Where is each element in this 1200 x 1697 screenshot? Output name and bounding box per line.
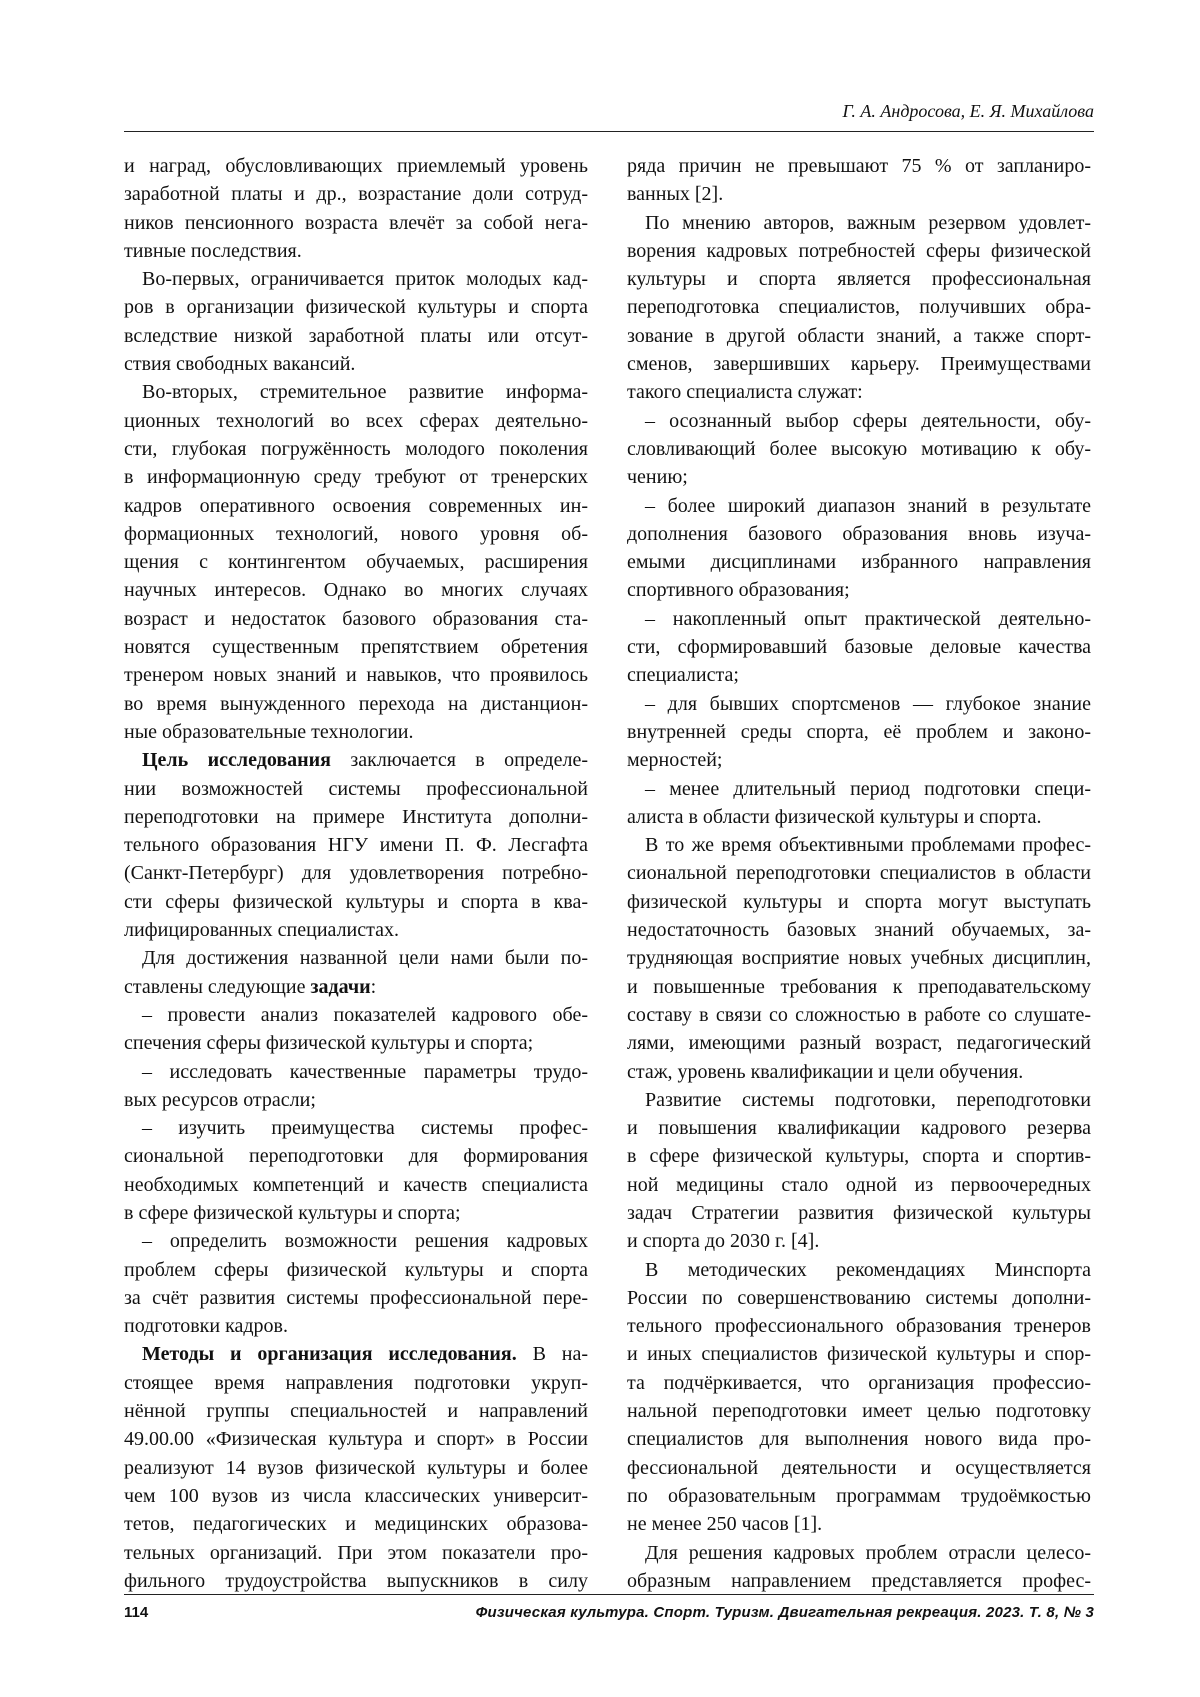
text-line: та подчёркивается, что организация профессио-	[627, 1371, 1091, 1394]
text-line: нальной переподготовки имеет целью подготовку	[627, 1400, 1091, 1423]
text-line	[124, 973, 588, 1001]
text-line: сиональной переподготовки для формирования	[124, 1145, 588, 1168]
text-line: проблем сферы физической культуры и спорта	[124, 1258, 588, 1281]
text-line: кадров оперативного освоения современных ин-	[124, 494, 588, 517]
text-line: (Санкт-Петербург) для удовлетворения потребно-	[124, 862, 588, 885]
text-line: в сфере физической культуры и спорта;	[124, 1201, 461, 1224]
text-line: ников пенсионного возраста влечёт за собой нега-	[124, 211, 588, 234]
text-line: сиональной переподготовки специалистов в области	[627, 862, 1091, 885]
text-line: 49.00.00 «Физическая культура и спорт» в России	[124, 1428, 588, 1451]
text-line: словливающий более высокую мотивацию к обу-	[627, 437, 1091, 460]
text-line: сти, сформировавший базовые деловые качества	[627, 636, 1091, 659]
text-line: чем 100 вузов из числа классических университ-	[124, 1484, 588, 1507]
text-line: такого специалиста служат:	[627, 381, 863, 404]
bold-term: Методы и организация исследования.	[142, 1343, 517, 1366]
text-line: Во-первых, ограничивается приток молодых кад-	[142, 268, 588, 291]
text-line: формационных технологий, нового уровня об-	[124, 522, 588, 545]
text-line: – определить возможности решения кадровых	[142, 1230, 588, 1253]
text-line: нии возможностей системы профессиональной	[124, 777, 588, 800]
text-line: переподготовка специалистов, получивших обра-	[627, 296, 1091, 319]
text-line: стоящее время направления подготовки укруп-	[124, 1371, 588, 1394]
text-line: В то же время объективными проблемами профес-	[645, 834, 1091, 857]
line-text: заключается в определе-	[331, 749, 588, 772]
text-line: образным направлением представляется профес-	[627, 1569, 1091, 1592]
text-line: ванных [2].	[627, 183, 724, 206]
text-line: – исследовать качественные параметры трудо-	[142, 1060, 588, 1083]
text-line: по образовательным программам трудоёмкостью	[627, 1484, 1091, 1507]
text-line: задач Стратегии развития физической культуры	[627, 1201, 1091, 1224]
text-line: – менее длительный период подготовки специ-	[645, 777, 1091, 800]
text-line: стаж, уровень квалификации и цели обучения.	[627, 1060, 1024, 1083]
text-line: составу в связи со сложностью в работе со слушате-	[627, 1003, 1091, 1026]
text-line: тивные последствия.	[124, 239, 302, 262]
left-column	[124, 152, 588, 1595]
text-line: тельного профессионального образования тренеров	[627, 1315, 1091, 1338]
text-line: зование в другой области знаний, а также спорт-	[627, 324, 1091, 347]
text-line	[124, 746, 588, 774]
text-line: Развитие системы подготовки, переподготовки	[645, 1088, 1091, 1111]
text-line: ные образовательные технологии.	[124, 720, 414, 743]
text-line: возраст и недостаток базового образования ста-	[124, 607, 588, 630]
text-line: – изучить преимущества системы профес-	[142, 1117, 588, 1140]
text-line: культуры и спорта является профессиональная	[627, 268, 1091, 291]
text-line: В методических рекомендациях Минспорта	[645, 1258, 1091, 1281]
text-line: ворения кадровых потребностей сферы физической	[627, 239, 1091, 262]
text-line: реализуют 14 вузов физической культуры и более	[124, 1456, 588, 1479]
text-line: сменов, завершивших карьеру. Преимуществами	[627, 353, 1091, 376]
text-line: алиста в области физической культуры и спорта.	[627, 805, 1042, 828]
text-line: лифицированных специалистах.	[124, 919, 399, 942]
text-line: и наград, обусловливающих приемлемый уровень	[124, 155, 588, 177]
text-line: – осознанный выбор сферы деятельности, обу-	[645, 409, 1091, 432]
text-line: тельного образования НГУ имени П. Ф. Лесгафта	[124, 834, 588, 857]
text-line: – провести анализ показателей кадрового обе-	[142, 1003, 588, 1026]
text-line: спечения сферы физической культуры и спорта;	[124, 1032, 534, 1055]
text-line: внутренней среды спорта, её проблем и законо-	[627, 720, 1091, 743]
text-line: ной медицины стало одной из первоочередных	[627, 1173, 1091, 1196]
text-line: По мнению авторов, важным резервом удовлет-	[645, 211, 1091, 234]
line-text: В на-	[516, 1343, 588, 1366]
text-line: специалистов для выполнения нового вида про-	[627, 1428, 1091, 1451]
text-line: Во-вторых, стремительное развитие информа-	[142, 381, 588, 404]
running-head-authors: Г. А. Андросова, Е. Я. Михайлова	[842, 101, 1094, 121]
right-column	[627, 152, 1091, 1595]
text-line: сти сферы физической культуры и спорта в ква-	[124, 890, 588, 913]
text-line: тетов, педагогических и медицинских образова-	[124, 1513, 588, 1536]
text-line: и иных специалистов физической культуры и спор-	[627, 1343, 1091, 1366]
text-line: ров в организации физической культуры и спорта	[124, 296, 588, 319]
text-line: не менее 250 часов [1].	[627, 1513, 823, 1536]
text-line: ряда причин не превышают 75 % от запланиро-	[627, 155, 1091, 177]
text-line: дополнения базового образования вновь изуча-	[627, 522, 1091, 545]
text-line: чению;	[627, 466, 688, 489]
text-line: недостаточность базовых знаний обучаемых, за-	[627, 919, 1091, 942]
text-line: вых ресурсов отрасли;	[124, 1088, 316, 1111]
bold-term: задачи	[310, 975, 371, 998]
page-number: 114	[124, 1604, 149, 1621]
journal-citation: Физическая культура. Спорт. Туризм. Двигательная рекреация. 2023. Т. 8, № 3	[475, 1604, 1094, 1621]
text-line: физической культуры и спорта могут выступать	[627, 890, 1091, 913]
text-line: Для достижения названной цели нами были по-	[142, 947, 588, 970]
text-line: – более широкий диапазон знаний в результате	[645, 494, 1091, 517]
text-line: научных интересов. Однако во многих случаях	[124, 579, 588, 602]
text-line: подготовки кадров.	[124, 1315, 288, 1338]
text-line: щения с контингентом обучаемых, расширения	[124, 551, 588, 574]
text-line: специалиста;	[627, 664, 739, 687]
text-line: и повышения квалификации кадрового резерва	[627, 1117, 1091, 1140]
text-line: ствия свободных вакансий.	[124, 353, 356, 376]
line-tail: :	[370, 975, 377, 998]
text-line: необходимых компетенций и качеств специалиста	[124, 1173, 588, 1196]
text-line: фильного трудоустройства выпускников в силу	[124, 1569, 588, 1592]
text-line: в сфере физической культуры, спорта и спортив-	[627, 1145, 1091, 1168]
text-line: тельных организаций. При этом показатели про-	[124, 1541, 588, 1564]
text-line: переподготовки на примере Института дополни-	[124, 805, 588, 828]
text-line: нённой группы специальностей и направлений	[124, 1400, 588, 1423]
text-line: – для бывших спортсменов — глубокое знание	[645, 692, 1091, 715]
text-line: лями, имеющими разный возраст, педагогический	[627, 1032, 1091, 1055]
text-line: России по совершенствованию системы дополни-	[627, 1286, 1091, 1309]
text-line: новятся существенным препятствием обретения	[124, 636, 588, 659]
text-line: фессиональной деятельности и осуществляется	[627, 1456, 1091, 1479]
footer-rule	[124, 1594, 1094, 1595]
bold-term: Цель исследования	[142, 749, 332, 772]
text-line: спортивного образования;	[627, 579, 850, 602]
text-line: и спорта до 2030 г. [4].	[627, 1230, 820, 1253]
text-line: емыми дисциплинами избранного направления	[627, 551, 1091, 574]
text-line: вследствие низкой заработной платы или отсут-	[124, 324, 588, 347]
text-line: и повышенные требования к преподавательскому	[627, 975, 1091, 998]
text-line: сти, глубокая погружённость молодого поколения	[124, 437, 588, 460]
text-line	[124, 1340, 588, 1368]
text-line: заработной платы и др., возрастание доли сотруд-	[124, 183, 588, 206]
text-line: за счёт развития системы профессиональной пере-	[124, 1286, 588, 1309]
text-line: трудняющая восприятие новых учебных дисциплин,	[627, 947, 1091, 970]
text-line: в информационную среду требуют от тренерских	[124, 466, 588, 489]
text-line: во время вынужденного перехода на дистанцион-	[124, 692, 588, 715]
text-line: ционных технологий во всех сферах деятельно-	[124, 409, 588, 432]
text-line: Для решения кадровых проблем отрасли целесо-	[645, 1541, 1091, 1564]
text-line: – накопленный опыт практической деятельно-	[645, 607, 1091, 630]
header-rule	[124, 131, 1094, 132]
text-line: тренером новых знаний и навыков, что проявилось	[124, 664, 588, 687]
text-line: мерностей;	[627, 749, 723, 772]
line-text: ставлены следующие	[124, 975, 311, 998]
